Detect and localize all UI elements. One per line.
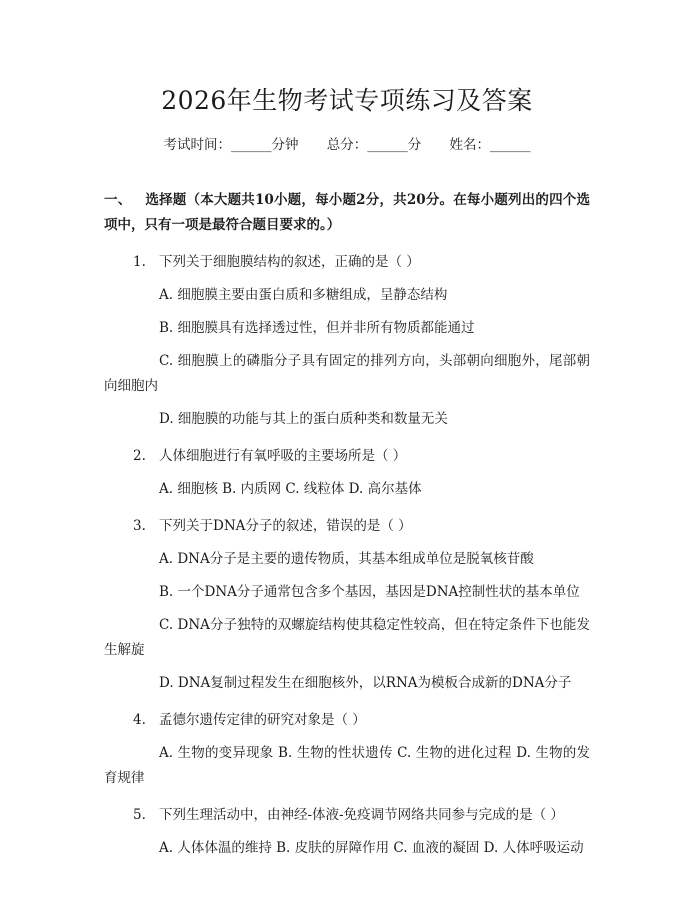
question-number: 2. [133,448,146,464]
question-4 [104,708,590,733]
question-3 [104,514,590,539]
question-number: 4. [133,712,146,728]
question-1 [104,250,590,275]
question-stem: 下列关于细胞膜结构的叙述，正确的是（ ） [159,254,420,270]
question-number: 5. [133,807,146,823]
question-3-option-d: D. DNA复制过程发生在细胞核外，以RNA为模板合成新的DNA分子 [159,675,572,691]
question-stem: 孟德尔遗传定律的研究对象是（ ） [159,712,366,728]
question-2 [104,444,590,469]
question-stem: 人体细胞进行有氧呼吸的主要场所是（ ） [159,448,407,464]
question-3-option-a: A. DNA分子是主要的遗传物质，其基本组成单位是脱氧核苷酸 [159,551,534,567]
question-stem: 下列生理活动中，由神经-体液-免疫调节网络共同参与完成的是（ ） [159,807,564,823]
question-3-option-c: C. DNA分子独特的双螺旋结构使其稳定性较高，但在特定条件下也能发生解旋 [104,617,590,658]
total-score-field: 总分：______分 [326,137,422,153]
question-number: 1. [133,254,146,270]
student-name-field: 姓名：______ [449,137,531,153]
question-3-option-b: B. 一个DNA分子通常包含多个基因，基因是DNA控制性状的基本单位 [159,584,580,600]
question-number: 3. [133,518,146,534]
exam-time-field: 考试时间：______分钟 [163,137,299,153]
question-1-option-b: B. 细胞膜具有选择透过性，但并非所有物质都能通过 [159,320,475,336]
question-1-option-d: D. 细胞膜的功能与其上的蛋白质种类和数量无关 [159,411,448,427]
exam-title: 2026年生物考试专项练习及答案 [161,86,533,115]
question-4-options: A. 生物的变异现象 B. 生物的性状遗传 C. 生物的进化过程 D. 生物的发育规律 [104,745,590,786]
question-5 [104,803,590,828]
question-stem: 下列关于DNA分子的叙述，错误的是（ ） [159,518,412,534]
question-1-option-a: A. 细胞膜主要由蛋白质和多糖组成，呈静态结构 [159,287,448,303]
question-1-option-c: C. 细胞膜上的磷脂分子具有固定的排列方向，头部朝向细胞外，尾部朝向细胞内 [104,353,590,394]
section-number: 一、 [104,192,132,208]
question-2-options: A. 细胞核 B. 内质网 C. 线粒体 D. 高尔基体 [159,481,422,497]
section-heading-text: 选择题（本大题共10小题，每小题2分，共20分。在每小题列出的四个选项中，只有一项是最符合题目要求的。） [104,192,591,233]
exam-meta [104,134,590,156]
question-5-options: A. 人体体温的维持 B. 皮肤的屏障作用 C. 血液的凝固 D. 人体呼吸运动 [159,840,584,856]
section-heading [104,188,590,238]
